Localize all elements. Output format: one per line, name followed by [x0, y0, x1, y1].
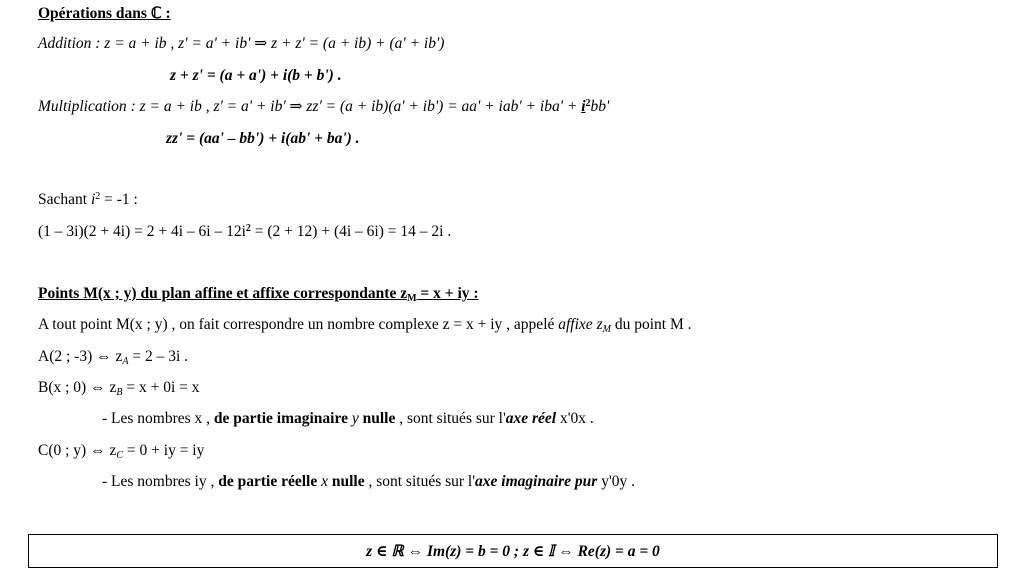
point-a: A(2 ; -3) ⇔ $z_A = 2 - 3i$ .: [38, 348, 189, 367]
heading-points: Points M(x ; y) du plan affine et affixe correspondante $z_M = x$ + iy :: [38, 285, 479, 304]
point-c: C(0 ; y) ⇔ $z_C = 0$ + iy = iy: [38, 442, 205, 461]
heading-operations: Opérations dans ℂ :: [38, 5, 171, 22]
addition-result: z + z' = (a + a') + i(b + b') .: [170, 67, 342, 84]
note-imaginary-axis: - Les nombres iy , de partie réelle x nulle , sont situés sur l'axe imaginaire pur y'0y .: [102, 473, 635, 490]
addition-line: Addition : z = a + ib , z' = a' + ib' ⇒ z + z' = (a + ib) + (a' + ib'): [38, 35, 445, 52]
sachant-line: Sachant $i^2 = -1$ :: [38, 191, 138, 208]
addition-label: Addition: [38, 35, 92, 52]
multiplication-result: zz' = (aa' – bb') + i(ab' + ba') .: [166, 130, 360, 147]
example-line: $(1 - 3i)(2 + 4i) = 2 + 4i - 6i - 12i^2 = (2 + 12) + (4i - 6i) = 14 - 2i$ .: [38, 223, 452, 240]
multiplication-label: Multiplication: [38, 98, 127, 115]
note-real-axis: - Les nombres x , de partie imaginaire y nulle , sont situés sur l'axe réel x'0x .: [102, 410, 594, 427]
multiplication-line: Multiplication : z = a + ib , z' = a' + ib' ⇒ $zz' = (a + ib)(a' + ib') = aa' + iab' + iba' + i^2bb'$: [38, 98, 610, 115]
summary-formula: z ∈ ℝ ⇔ Im(z) = b = 0 ; z ∈ 𝕀 ⇔ Re(z) = a = 0: [366, 543, 660, 560]
affixe-definition: A tout point M(x ; y) , on fait correspondre un nombre complexe z = x + iy , appelé affixe $z_M$ du point M .: [38, 316, 692, 335]
summary-box: [28, 534, 998, 568]
point-b: B(x ; 0) ⇔ $z_B = x + 0i = x$: [38, 379, 200, 398]
